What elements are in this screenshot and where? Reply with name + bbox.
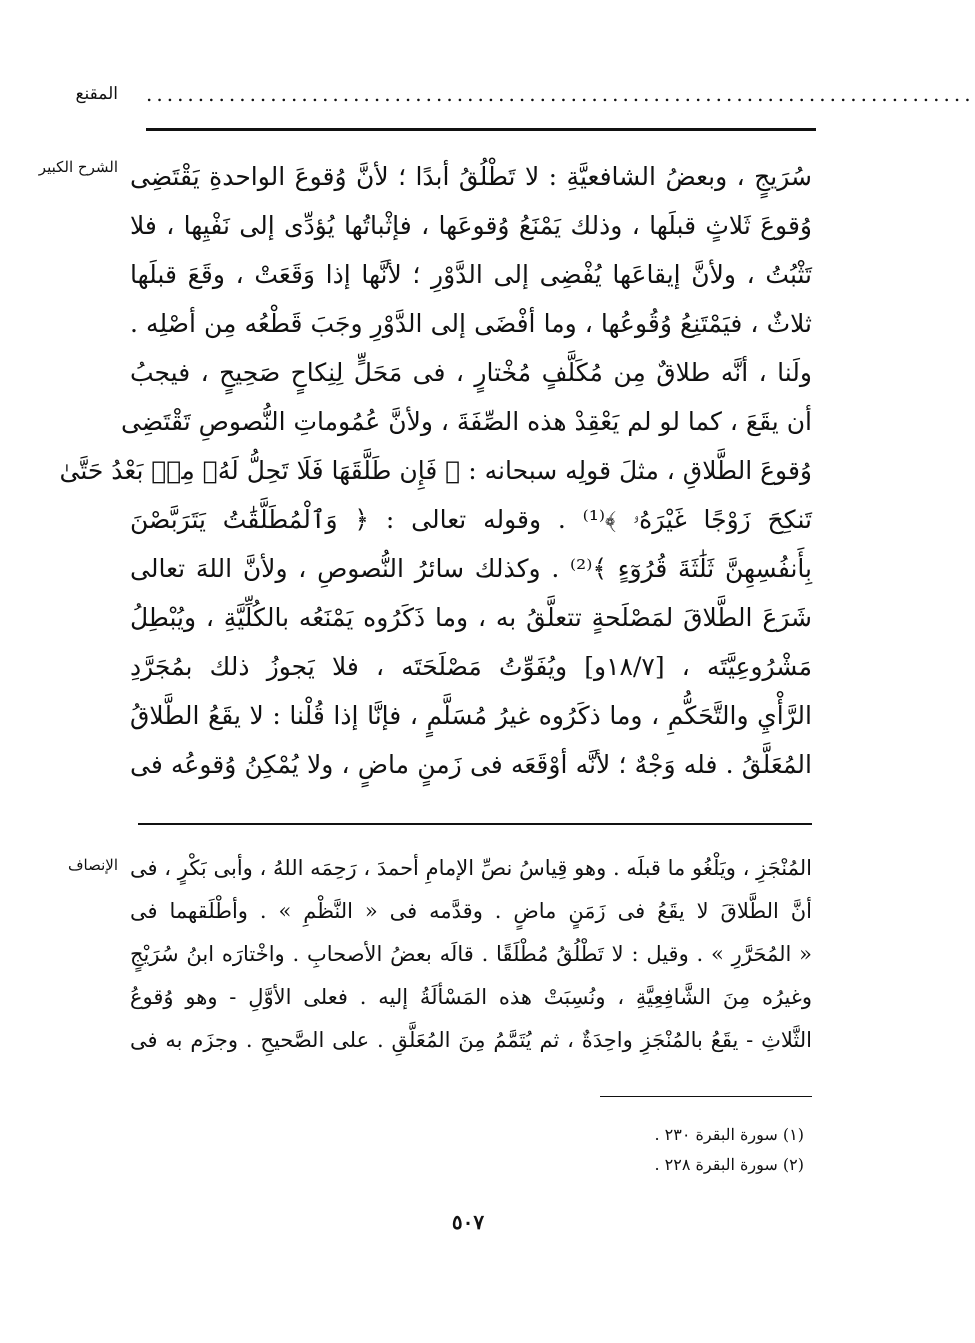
margin-label-sharh: الشرح الكبير	[38, 158, 118, 176]
main-text-line: ثلاثٌ ، فيَمْتَنِعُ وُقُوعُها ، وما أفْضَى إلى الدَّوْرِ وجَبَ قَطْعُه مِن أصْلِه .	[130, 309, 812, 338]
main-text-line: سُرَيجٍ ، وبعضُ الشافعيَّةِ : لا تَطْلُقُ أبدًا ؛ لأنَّ وُقوعَ الواحدةِ يَقْتَضِى	[130, 162, 812, 191]
main-text-line: المُعَلَّقُ . فله وَجْهٌ ؛ لأنَّه أوْقَعَه فى زَمنٍ ماضٍ ، ولا يُمْكِنُ وُقوعُه فى	[130, 750, 812, 779]
main-text-line: مَشْرُوعِيَّتَه ، [١٨/٧و] ويُفَوِّتُ مَصْلَحَتَه ، فلا يَجوزُ ذلك بمُجَرَّدِ	[130, 652, 813, 681]
insaf-text-line: الثَّلاثِ - يقَعُ بالمُنْجَزِ واحِدَةٌ ، ثم يُتَمَّمُ مِنَ المُعَلَّقِ . على الصَّحيحِ . وجزَم به فى	[130, 1028, 812, 1052]
main-text-line: الرَّأْيِ والتَّحَكُّمِ ، وما ذكَرُوه غيرُ مُسَلَّمٍ ، فإنَّا إذا قُلْنا : لا يقَعُ الطَّلاقُ	[130, 701, 813, 730]
main-text-line: أن يقَعَ ، كما لو لم يَعْقِدْ هذه الصِّفَةَ ، ولأنَّ عُمُوماتِ النُّصوصِ تَقْتَضِى	[120, 407, 812, 436]
main-text-line: وُقوعَ الطَّلاقِ ، مثلَ قولِه سبحانه : ﴿ فَإِن طَلَّقَهَا فَلَا تَحِلُّ لَهُۥ مِنۢ بَعْدُ حَتَّىٰ	[59, 456, 812, 485]
main-text-line: تَثْبُتُ ، ولأنَّ إيقاعَها يُفْضِى إلى الدَّوْرِ ؛ لأنَّها إذا وَقَعَتْ ، وقَعَ قبلَها	[130, 260, 812, 289]
footnote-rule	[600, 1096, 812, 1097]
footnote-1: (١) سورة البقرة ٢٣٠ .	[654, 1125, 804, 1144]
footnote-2: (٢) سورة البقرة ٢٢٨ .	[654, 1155, 804, 1174]
insaf-text-line: « المُحَرَّرِ » . وقيل : لا تَطْلُقُ مُطْلَقًا . قالَه بعضُ الأصحابِ . واخْتارَه ابنُ سُرَيْجٍ	[130, 942, 812, 966]
insaf-text-line: المُنْجَزِ ، ويَلْغُو ما قبلَه . وهو قِياسُ نصِّ الإمامِ أحمدَ ، رَحِمَه اللهُ ، وأبى بَكْرٍ ، فى	[130, 856, 812, 880]
header-dots-leader: ................................................................................	[146, 82, 975, 106]
main-text-line: ولَنا ، أنَّه طلاقٌ مِن مُكَلَّفٍ مُخْتارٍ ، فى مَحَلٍّ لِنِكاحٍ صَحِيحٍ ، فيجبُ	[130, 358, 812, 387]
margin-label-insaf: الإنصاف	[67, 856, 118, 874]
insaf-text-line: وغيرُه مِنَ الشَّافِعِيَّةِ ، ونُسِبَتْ هذه المَسْألَةُ إليه . فعلى الأوَّلِ - وهو وُقوعُ	[130, 985, 812, 1009]
insaf-text-line: أنَّ الطَّلاقَ لا يقَعُ فى زَمَنٍ ماضٍ . وقدَّمه فى « النَّظْمِ » . وأطْلَقهما فى	[130, 899, 812, 923]
main-text-line: تَنكِحَ زَوْجًا غَيْرَهُۥ ﴾⁽¹⁾ . وقوله تعالى : ﴿ وَٱلْمُطَلَّقَٰتُ يَتَرَبَّصْنَ	[130, 505, 812, 534]
book-title: المقنع	[75, 84, 118, 104]
main-text-line: بِأَنفُسِهِنَّ ثَلَٰثَةَ قُرُوٓءٍ ﴾⁽²⁾ . وكذلك سائرُ النُّصوصِ ، ولأنَّ اللهَ تعالى	[130, 554, 812, 583]
page-number: ٥٠٧	[451, 1210, 485, 1234]
section-divider	[138, 823, 812, 825]
header-rule	[146, 128, 816, 131]
main-text-line: وُقوعَ ثَلاثٍ قبلَها ، وذلك يَمْنَعُ وُقوعَها ، فإثْباتُها يُؤدِّى إلى نَفْيِها ، فلا	[130, 211, 812, 240]
main-text-line: شَرَعَ الطَّلاقَ لمَصْلَحةٍ تتعلَّقُ به ، وما ذَكَرُوه يَمْنَعُه بالكُلِّيَّةِ ، ويُبْطِلُ	[130, 603, 812, 632]
